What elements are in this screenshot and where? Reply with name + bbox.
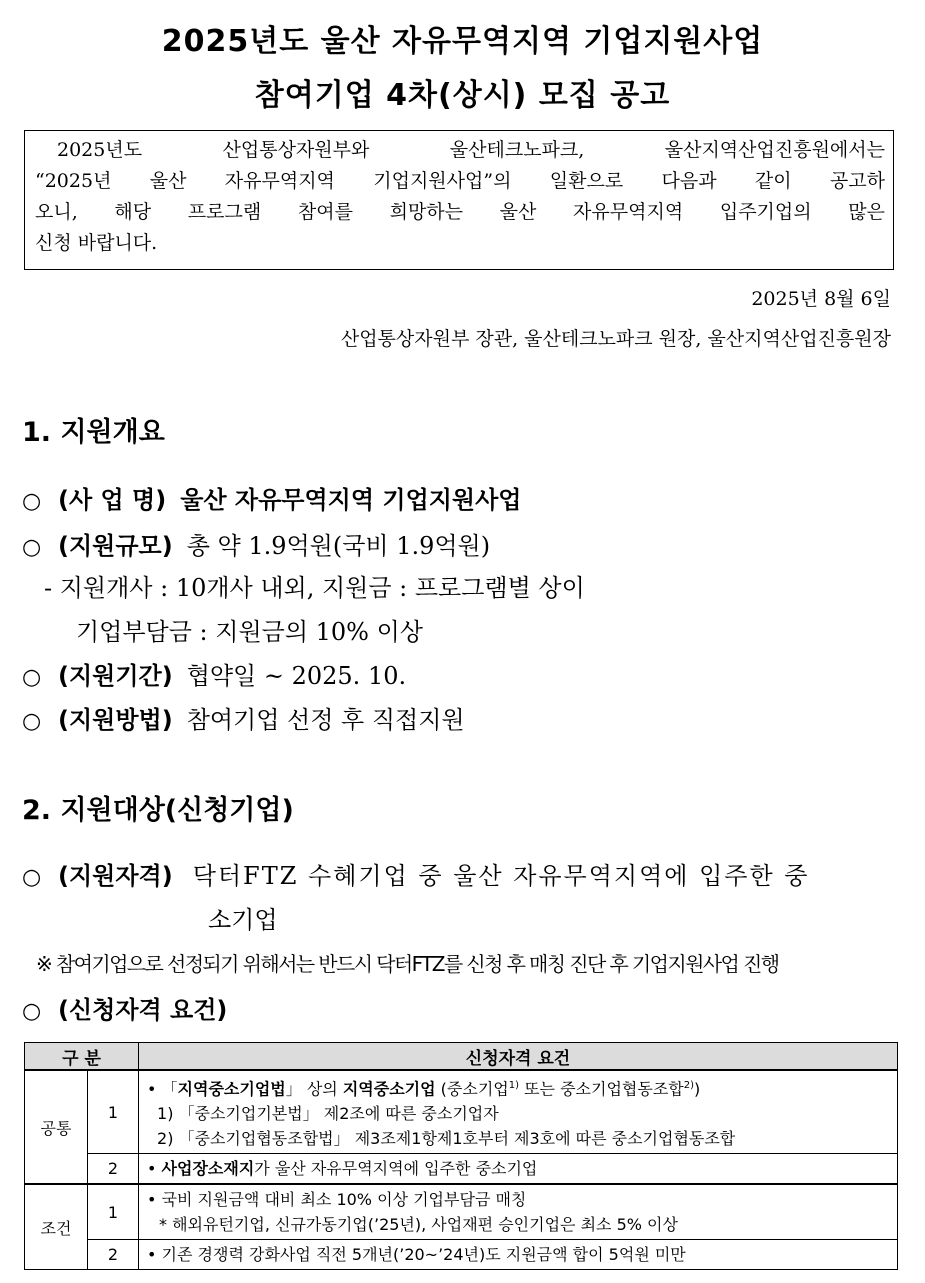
footnote-marker: 1) bbox=[508, 1080, 520, 1091]
item-value: 닥터FTZ 수혜기업 중 울산 자유무역지역에 입주한 중 bbox=[192, 862, 810, 890]
table-row bbox=[25, 1240, 898, 1270]
row-number: 1 bbox=[88, 1070, 139, 1154]
scale-sub1: - 지원개사 : 10개사 내외, 지원금 : 프로그램별 상이 bbox=[44, 574, 585, 602]
section1-heading: 1. 지원개요 bbox=[22, 417, 165, 448]
bullet-icon: ○ bbox=[22, 865, 42, 890]
item-qualification bbox=[22, 856, 809, 891]
scale-sub2: 기업부담금 : 지원금의 10% 이상 bbox=[76, 618, 423, 646]
item-label: (지원방법) bbox=[58, 706, 173, 734]
table-header-requirements: 신청자격 요건 bbox=[139, 1043, 898, 1071]
section2-heading: 2. 지원대상(신청기업) bbox=[22, 795, 294, 826]
page-title-line2: 참여기업 4차(상시) 모집 공고 bbox=[254, 78, 671, 113]
item-label: (지원규모) bbox=[58, 532, 173, 560]
page-title-line1: 2025년도 울산 자유무역지역 기업지원사업 bbox=[161, 24, 764, 59]
table-row bbox=[25, 1184, 898, 1240]
intro-line4: 신청 바랍니다. bbox=[35, 232, 158, 254]
text-fragment: • bbox=[147, 1159, 162, 1179]
text-fragment: 지역중소기업 bbox=[342, 1079, 436, 1099]
qualification-line2: 소기업 bbox=[208, 906, 278, 934]
text-fragment: • 「 bbox=[147, 1079, 178, 1099]
bullet-icon: ○ bbox=[22, 709, 42, 734]
item-label: (지원자격) bbox=[58, 862, 173, 890]
row-line: 2) 「중소기업협동조합법」 제3조제1항제1호부터 제3호에 따른 중소기업협동조합 bbox=[157, 1129, 736, 1149]
item-value: 참여기업 선정 후 직접지원 bbox=[186, 706, 465, 734]
intro-line2: “2025년 울산 자유무역지역 기업지원사업”의 일환으로 다음과 같이 공고하 bbox=[35, 170, 885, 192]
row-content bbox=[139, 1154, 898, 1185]
bullet-icon: ○ bbox=[22, 665, 42, 690]
text-fragment: 사업장소재지 bbox=[161, 1159, 255, 1179]
signer: 산업통상자원부 장관, 울산테크노파크 원장, 울산지역산업진흥원장 bbox=[340, 328, 891, 350]
row-line: * 해외유턴기업, 신규가동기업(’25년), 사업재편 승인기업은 최소 5% 이상 bbox=[159, 1215, 678, 1235]
item-label: (사 업 명) bbox=[58, 486, 167, 514]
intro-box bbox=[24, 130, 894, 270]
item-method bbox=[22, 700, 465, 735]
table-header-row bbox=[25, 1043, 898, 1071]
item-label: (지원기간) bbox=[58, 662, 173, 690]
group-common: 공통 bbox=[25, 1070, 88, 1184]
item-requirements bbox=[22, 990, 227, 1025]
item-value: 총 약 1.9억원(국비 1.9억원) bbox=[186, 532, 491, 560]
row-content: • 기존 경쟁력 강화사업 직전 5개년(’20~’24년)도 지원금액 합이 5억원 미만 bbox=[139, 1240, 898, 1270]
table-header-category: 구 분 bbox=[25, 1043, 139, 1071]
row-number: 1 bbox=[88, 1184, 139, 1240]
row-number: 2 bbox=[88, 1240, 139, 1270]
bullet-icon: ○ bbox=[22, 999, 42, 1024]
table-row bbox=[25, 1154, 898, 1185]
intro-line1: 2025년도 산업통상자원부와 울산테크노파크, 울산지역산업진흥원에서는 bbox=[57, 139, 885, 161]
text-fragment: (중소기업 bbox=[435, 1079, 509, 1099]
item-value: 협약일 ~ 2025. 10. bbox=[186, 662, 407, 690]
group-condition: 조건 bbox=[25, 1184, 88, 1270]
requirements-table bbox=[24, 1042, 898, 1270]
text-fragment: 지역중소기업법 bbox=[177, 1079, 286, 1099]
row-line bbox=[147, 1073, 889, 1101]
note: ※ 참여기업으로 선정되기 위해서는 반드시 닥터FTZ를 신청 후 매칭 진단 후 기업지원사업 진행 bbox=[36, 952, 779, 976]
text-fragment: 」 상의 bbox=[285, 1079, 343, 1099]
item-scale bbox=[22, 526, 490, 561]
row-content bbox=[139, 1070, 898, 1154]
text-fragment: 가 울산 자유무역지역에 입주한 중소기업 bbox=[254, 1159, 538, 1179]
row-content bbox=[139, 1184, 898, 1240]
bullet-icon: ○ bbox=[22, 535, 42, 560]
intro-line3: 오니, 해당 프로그램 참여를 희망하는 울산 자유무역지역 입주기업의 많은 bbox=[35, 201, 885, 223]
table-row bbox=[25, 1070, 898, 1154]
row-line: • 국비 지원금액 대비 최소 10% 이상 기업부담금 매칭 bbox=[147, 1190, 527, 1210]
row-line: 1) 「중소기업기본법」 제2조에 따른 중소기업자 bbox=[157, 1104, 499, 1124]
item-period bbox=[22, 656, 406, 691]
bullet-icon: ○ bbox=[22, 489, 42, 514]
item-program-name bbox=[22, 480, 522, 515]
item-label: (신청자격 요건) bbox=[58, 996, 228, 1024]
row-number: 2 bbox=[88, 1154, 139, 1185]
text-fragment: ) bbox=[694, 1079, 701, 1099]
footnote-marker: 2) bbox=[683, 1080, 695, 1091]
text-fragment: 또는 중소기업협동조합 bbox=[519, 1079, 684, 1099]
item-value: 울산 자유무역지역 기업지원사업 bbox=[180, 486, 522, 514]
announcement-date: 2025년 8월 6일 bbox=[751, 288, 891, 310]
